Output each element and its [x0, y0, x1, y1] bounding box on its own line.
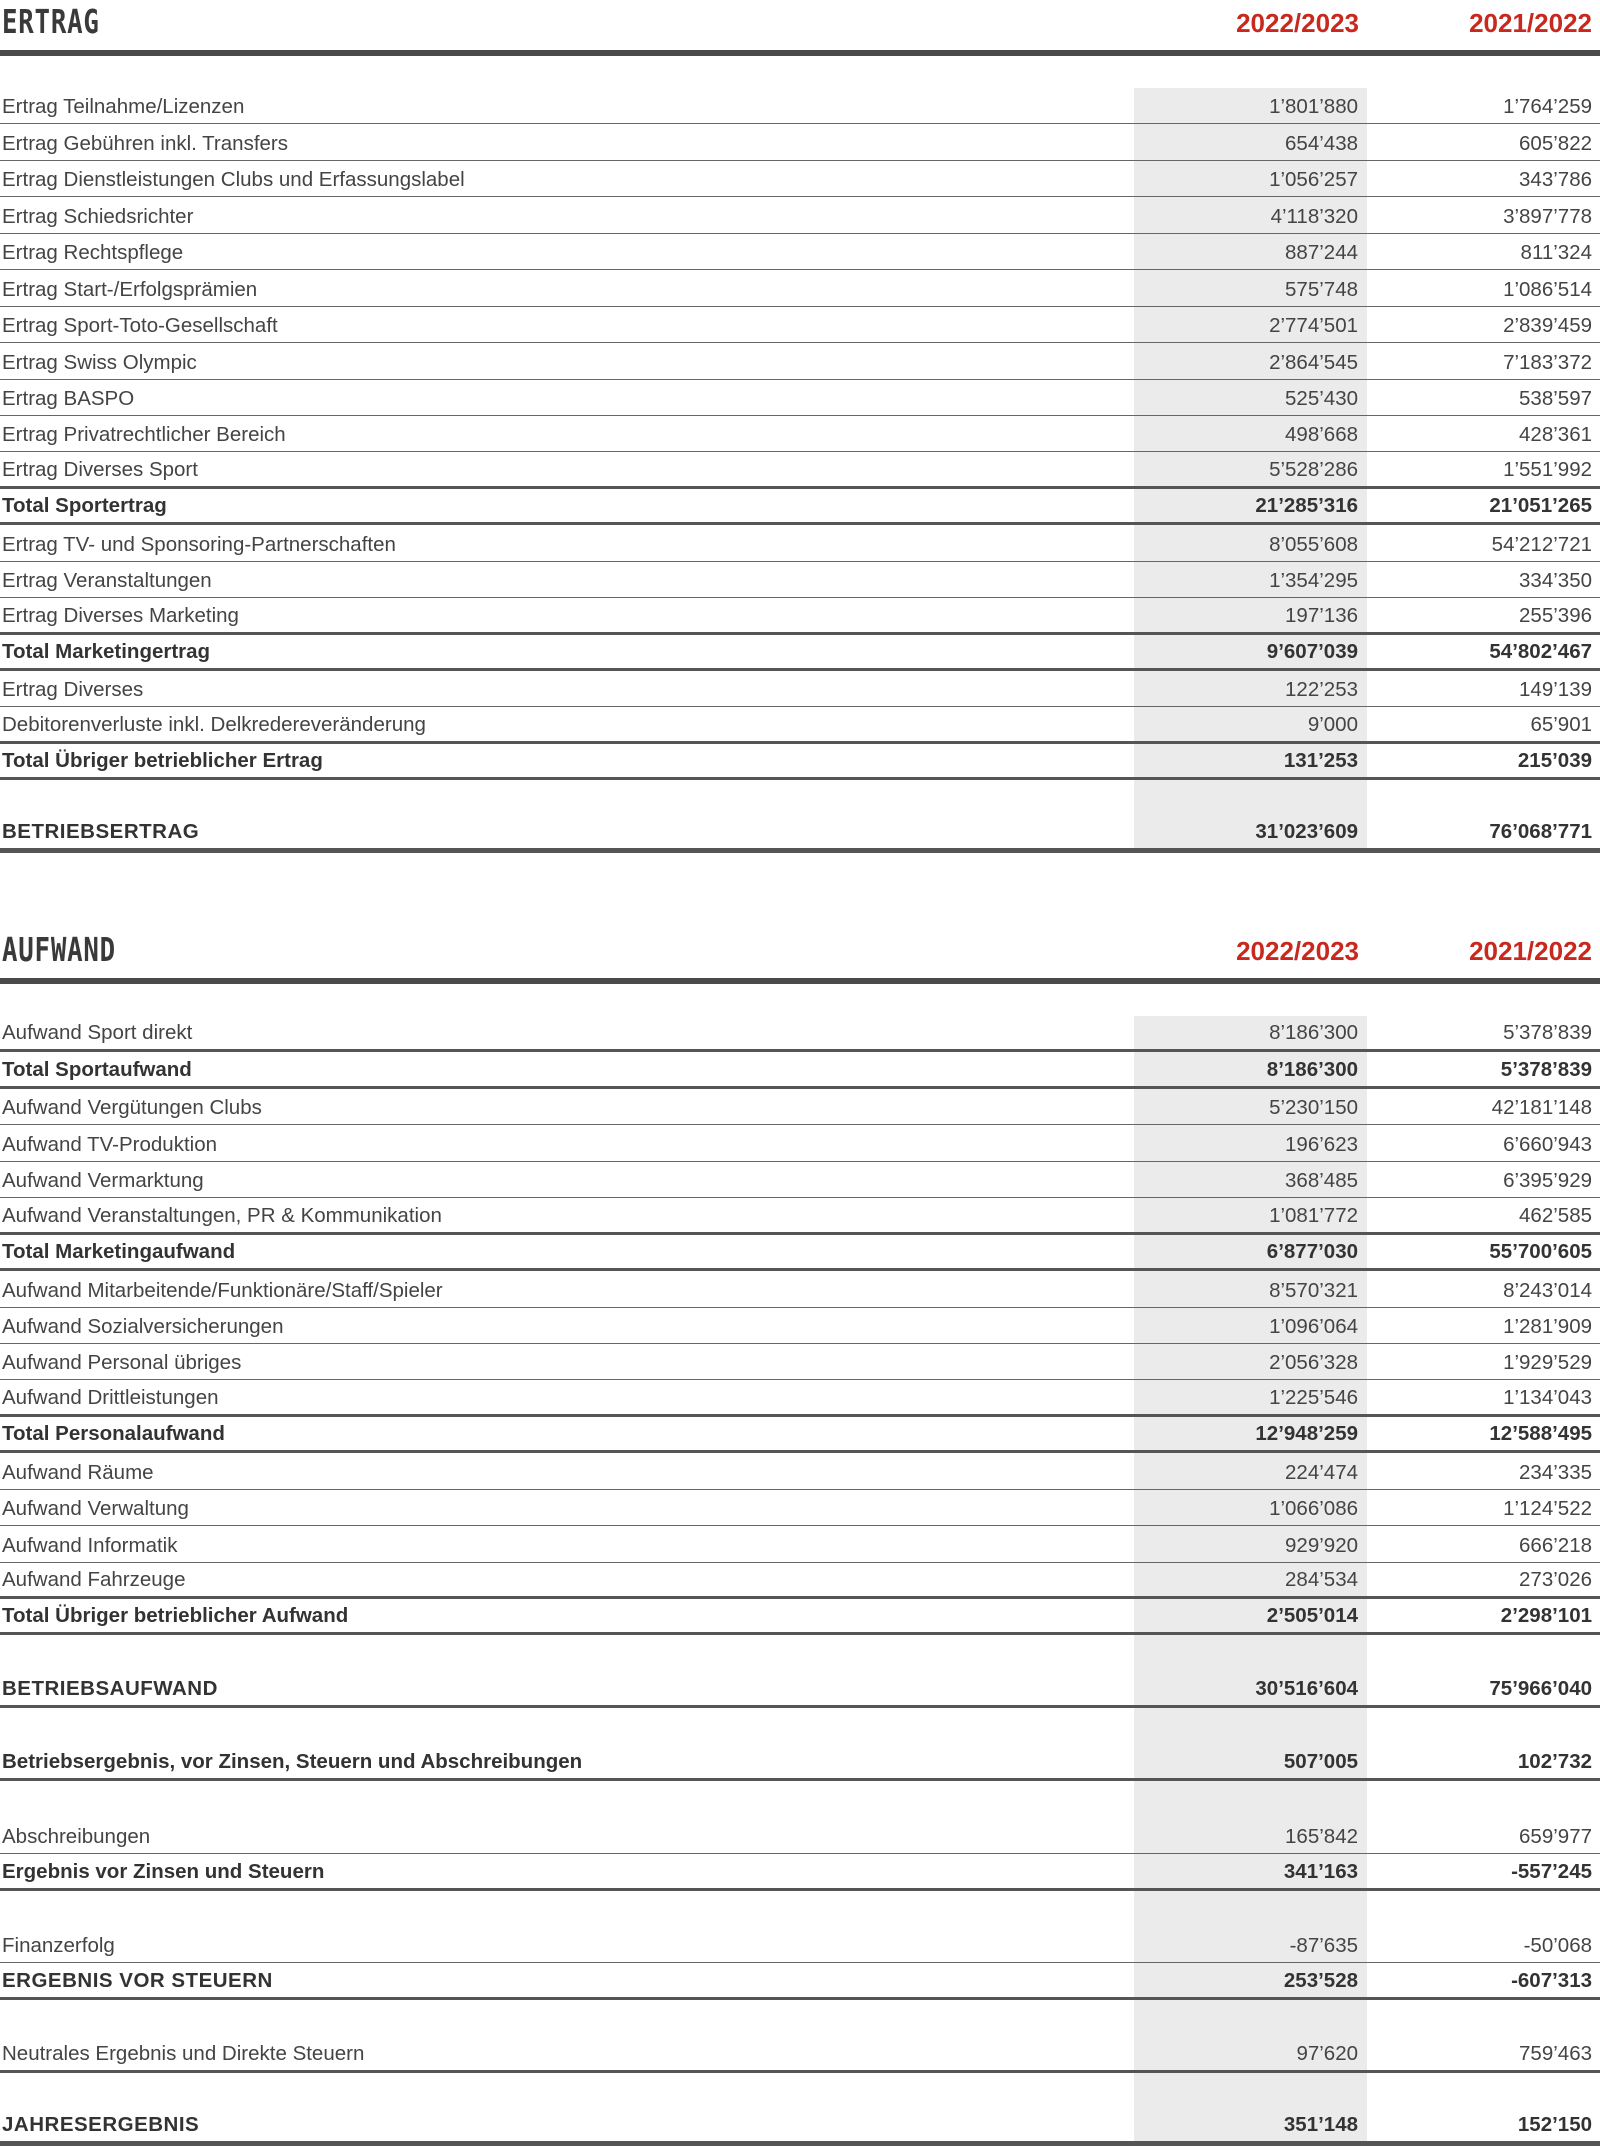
row-label: Aufwand Sport direkt	[2, 1021, 193, 1045]
value-current: 131’253	[1283, 749, 1358, 773]
value-current: 30’516’604	[1255, 1677, 1358, 1701]
row-label: Ertrag Veranstaltungen	[2, 569, 212, 593]
value-previous: 234’335	[1519, 1460, 1592, 1484]
value-previous: 5’378’839	[1500, 1057, 1592, 1081]
row-label: Ertrag Dienstleistungen Clubs und Erfassungslabel	[2, 168, 465, 192]
row-label: Ertrag Swiss Olympic	[2, 350, 197, 374]
year-current: 2022/2023	[1236, 8, 1359, 38]
result-row	[0, 1854, 1600, 1890]
total-row	[0, 1052, 1600, 1088]
value-current: 6’877’030	[1266, 1240, 1358, 1264]
value-previous: 8’243’014	[1503, 1278, 1592, 1302]
ertrag-section	[0, 0, 1600, 853]
value-current: 2’056’328	[1269, 1351, 1358, 1375]
value-current: 498’668	[1285, 423, 1358, 447]
value-current: 1’081’772	[1269, 1203, 1358, 1227]
table-row	[0, 1089, 1600, 1125]
value-previous: 5’378’839	[1503, 1021, 1592, 1045]
total-row	[0, 744, 1600, 780]
row-label: Aufwand Verwaltung	[2, 1497, 189, 1521]
table-row	[0, 1271, 1600, 1307]
value-current: 5’528’286	[1269, 457, 1358, 481]
row-label: Aufwand Drittleistungen	[2, 1385, 219, 1409]
table-row	[0, 1563, 1600, 1599]
value-current: 525’430	[1285, 386, 1358, 410]
value-previous: 2’298’101	[1500, 1604, 1592, 1628]
value-previous: 149’139	[1519, 678, 1592, 702]
value-current: 224’474	[1285, 1460, 1358, 1484]
value-previous: 1’281’909	[1503, 1314, 1592, 1338]
year-current: 2022/2023	[1236, 936, 1359, 966]
grand-total-row	[0, 817, 1600, 853]
row-label: Total Marketingertrag	[2, 640, 211, 663]
value-previous: 215’039	[1517, 749, 1592, 773]
row-label: Total Sportaufwand	[2, 1057, 192, 1081]
aufwand-section	[0, 928, 1600, 2146]
value-previous: 12’588’495	[1489, 1422, 1592, 1446]
row-label: BETRIEBSERTRAG	[2, 820, 200, 844]
table-row	[0, 1380, 1600, 1416]
value-current: 9’607’039	[1266, 640, 1358, 663]
value-previous: 428’361	[1519, 423, 1592, 447]
table-row	[0, 1453, 1600, 1489]
row-label: Aufwand Veranstaltungen, PR & Kommunikation	[2, 1203, 442, 1227]
row-label: Total Übriger betrieblicher Aufwand	[2, 1604, 349, 1628]
value-current: 368’485	[1285, 1169, 1358, 1193]
value-previous: 759’463	[1519, 2041, 1592, 2065]
value-current: 196’623	[1285, 1132, 1358, 1156]
value-current: 8’186’300	[1266, 1057, 1358, 1081]
value-previous: 666’218	[1519, 1533, 1592, 1557]
grand-total-row	[0, 1672, 1600, 1708]
row-label: Aufwand Mitarbeitende/Funktionäre/Staff/Spieler	[2, 1278, 443, 1302]
value-current: 351’148	[1283, 2112, 1358, 2136]
value-previous: 255’396	[1519, 603, 1592, 627]
section-title: ERTRAG	[2, 2, 100, 41]
table-row	[0, 270, 1600, 306]
row-label: Ertrag Start-/Erfolgsprämien	[2, 277, 258, 301]
table-row	[0, 380, 1600, 416]
value-current: 1’066’086	[1269, 1497, 1358, 1521]
value-previous: 1’764’259	[1503, 95, 1592, 119]
value-current: 253’528	[1283, 1968, 1358, 1992]
table-row	[0, 1490, 1600, 1526]
year-previous: 2021/2022	[1469, 936, 1592, 966]
spacer	[0, 1781, 1600, 1817]
value-previous: 76’068’771	[1489, 820, 1592, 844]
row-label: Aufwand Sozialversicherungen	[2, 1314, 284, 1338]
table-row	[0, 598, 1600, 634]
row-label: Total Übriger betrieblicher Ertrag	[2, 749, 323, 773]
row-label: Abschreibungen	[2, 1825, 151, 1849]
value-previous: 1’086’514	[1503, 277, 1592, 301]
value-previous: 273’026	[1519, 1568, 1592, 1591]
value-current: 284’534	[1285, 1568, 1358, 1591]
value-current: 887’244	[1285, 241, 1358, 265]
value-previous: 811’324	[1520, 241, 1592, 265]
value-current: 1’056’257	[1269, 168, 1358, 192]
table-row	[0, 525, 1600, 561]
value-current: 122’253	[1285, 678, 1358, 702]
table-row	[0, 1016, 1600, 1052]
table-row	[0, 671, 1600, 707]
spacer	[0, 1708, 1600, 1744]
value-current: 1’225’546	[1269, 1385, 1358, 1409]
value-current: 8’055’608	[1269, 532, 1358, 556]
table-row	[0, 452, 1600, 488]
value-previous: 152’150	[1517, 2112, 1592, 2136]
spacer	[0, 2073, 1600, 2109]
value-current: 341’163	[1283, 1859, 1358, 1883]
row-label: Debitorenverluste inkl. Delkredereveränderung	[2, 712, 426, 736]
value-current: 654’438	[1285, 131, 1358, 155]
row-label: Aufwand Vergütungen Clubs	[2, 1096, 262, 1120]
spacer	[0, 1635, 1600, 1671]
total-row	[0, 1417, 1600, 1453]
spacer	[0, 1891, 1600, 1927]
value-previous: 54’802’467	[1489, 640, 1592, 663]
value-current: 197’136	[1285, 603, 1358, 627]
row-label: Ertrag Gebühren inkl. Transfers	[2, 131, 288, 155]
value-current: 929’920	[1285, 1533, 1358, 1557]
table-row	[0, 343, 1600, 379]
value-previous: 334’350	[1519, 569, 1592, 593]
value-previous: 1’551’992	[1503, 457, 1592, 481]
value-previous: -50’068	[1523, 1934, 1592, 1958]
value-previous: 1’124’522	[1503, 1497, 1592, 1521]
value-current: 21’285’316	[1255, 494, 1358, 518]
value-current: 1’801’880	[1269, 95, 1358, 119]
row-label: Aufwand Vermarktung	[2, 1169, 204, 1193]
table-row	[0, 707, 1600, 743]
table-row	[0, 307, 1600, 343]
row-label: Ertrag Teilnahme/Lizenzen	[2, 95, 245, 119]
row-label: Neutrales Ergebnis und Direkte Steuern	[2, 2041, 365, 2065]
total-row	[0, 635, 1600, 671]
table-row	[0, 1308, 1600, 1344]
value-current: 2’864’545	[1269, 350, 1358, 374]
value-current: 575’748	[1285, 277, 1358, 301]
value-current: 5’230’150	[1269, 1096, 1358, 1120]
row-label: JAHRESERGEBNIS	[2, 2112, 200, 2136]
value-previous: 42’181’148	[1491, 1096, 1592, 1120]
table-row	[0, 1125, 1600, 1161]
value-previous: 54’212’721	[1491, 532, 1592, 556]
row-label: BETRIEBSAUFWAND	[2, 1677, 218, 1701]
value-previous: 1’134’043	[1503, 1385, 1592, 1409]
row-label: Ertrag Schiedsrichter	[2, 204, 194, 228]
table-row	[0, 1162, 1600, 1198]
table-row	[0, 1927, 1600, 1963]
value-previous: 65’901	[1530, 712, 1592, 736]
ertrag-header	[0, 0, 1600, 50]
value-current: 2’505’014	[1266, 1604, 1358, 1628]
spacer	[0, 780, 1600, 816]
value-current: 31’023’609	[1255, 820, 1358, 844]
row-label: Ertrag TV- und Sponsoring-Partnerschaften	[2, 532, 396, 556]
grand-total-row	[0, 2109, 1600, 2145]
row-label: Aufwand TV-Produktion	[2, 1132, 217, 1156]
table-row	[0, 1344, 1600, 1380]
table-row	[0, 88, 1600, 124]
value-previous: 55’700’605	[1489, 1240, 1592, 1264]
value-previous: 102’732	[1517, 1750, 1592, 1774]
table-row	[0, 161, 1600, 197]
value-previous: 659’977	[1519, 1825, 1592, 1849]
value-previous: 2’839’459	[1503, 314, 1592, 338]
section-title: AUFWAND	[2, 930, 116, 969]
value-previous: -607’313	[1511, 1968, 1592, 1992]
row-label: Ertrag Diverses Marketing	[2, 603, 239, 627]
value-current: 8’186’300	[1269, 1021, 1358, 1045]
total-row	[0, 489, 1600, 525]
value-current: 2’774’501	[1269, 314, 1358, 338]
row-label: Ertrag Diverses Sport	[2, 457, 198, 481]
table-row	[0, 416, 1600, 452]
value-current: 4’118’320	[1270, 204, 1358, 228]
year-previous: 2021/2022	[1469, 8, 1592, 38]
row-label: Aufwand Fahrzeuge	[2, 1568, 186, 1591]
value-previous: 7’183’372	[1503, 350, 1592, 374]
value-previous: 21’051’265	[1489, 494, 1592, 518]
row-label: Total Personalaufwand	[2, 1422, 225, 1446]
value-current: 12’948’259	[1255, 1422, 1358, 1446]
value-previous: 343’786	[1519, 168, 1592, 192]
table-row	[0, 1526, 1600, 1562]
total-row	[0, 1599, 1600, 1635]
value-previous: 462’585	[1519, 1203, 1592, 1227]
row-label: Aufwand Personal übriges	[2, 1351, 242, 1375]
value-previous: 538’597	[1519, 386, 1592, 410]
result-row	[0, 1745, 1600, 1781]
row-label: Betriebsergebnis, vor Zinsen, Steuern und Abschreibungen	[2, 1750, 583, 1774]
value-current: 8’570’321	[1269, 1278, 1358, 1302]
row-label: Ertrag Rechtspflege	[2, 241, 184, 265]
spacer	[0, 2000, 1600, 2036]
spacer	[0, 56, 1600, 88]
row-label: Finanzerfolg	[2, 1934, 115, 1958]
value-previous: 3’897’778	[1503, 204, 1592, 228]
row-label: Aufwand Räume	[2, 1460, 154, 1484]
table-row	[0, 1818, 1600, 1854]
row-label: Total Sportertrag	[2, 494, 167, 518]
value-previous: 605’822	[1519, 131, 1592, 155]
row-label: Ertrag Privatrechtlicher Bereich	[2, 423, 286, 447]
table-row	[0, 1198, 1600, 1234]
value-current: 1’354’295	[1269, 569, 1358, 593]
value-previous: 75’966’040	[1489, 1677, 1592, 1701]
value-previous: 6’660’943	[1503, 1132, 1592, 1156]
row-label: Ertrag Diverses	[2, 678, 144, 702]
total-row	[0, 1235, 1600, 1271]
row-label: Aufwand Informatik	[2, 1533, 178, 1557]
table-row	[0, 124, 1600, 160]
row-label: Ergebnis vor Zinsen und Steuern	[2, 1859, 325, 1883]
table-row	[0, 234, 1600, 270]
value-current: 507’005	[1283, 1750, 1358, 1774]
value-current: -87’635	[1289, 1934, 1358, 1958]
row-label: Ertrag BASPO	[2, 386, 135, 410]
table-row	[0, 197, 1600, 233]
value-previous: 1’929’529	[1503, 1351, 1592, 1375]
spacer	[0, 984, 1600, 1016]
table-row	[0, 2036, 1600, 2072]
row-label: Ertrag Sport-Toto-Gesellschaft	[2, 314, 278, 338]
value-current: 1’096’064	[1269, 1314, 1358, 1338]
value-current: 97’620	[1296, 2041, 1358, 2065]
row-label: Total Marketingaufwand	[2, 1240, 236, 1264]
aufwand-header	[0, 928, 1600, 978]
table-row	[0, 562, 1600, 598]
value-previous: 6’395’929	[1503, 1169, 1592, 1193]
result-row	[0, 1963, 1600, 1999]
value-previous: -557’245	[1511, 1859, 1592, 1883]
value-current: 9’000	[1307, 712, 1358, 736]
row-label: ERGEBNIS VOR STEUERN	[2, 1968, 273, 1992]
value-current: 165’842	[1285, 1825, 1358, 1849]
